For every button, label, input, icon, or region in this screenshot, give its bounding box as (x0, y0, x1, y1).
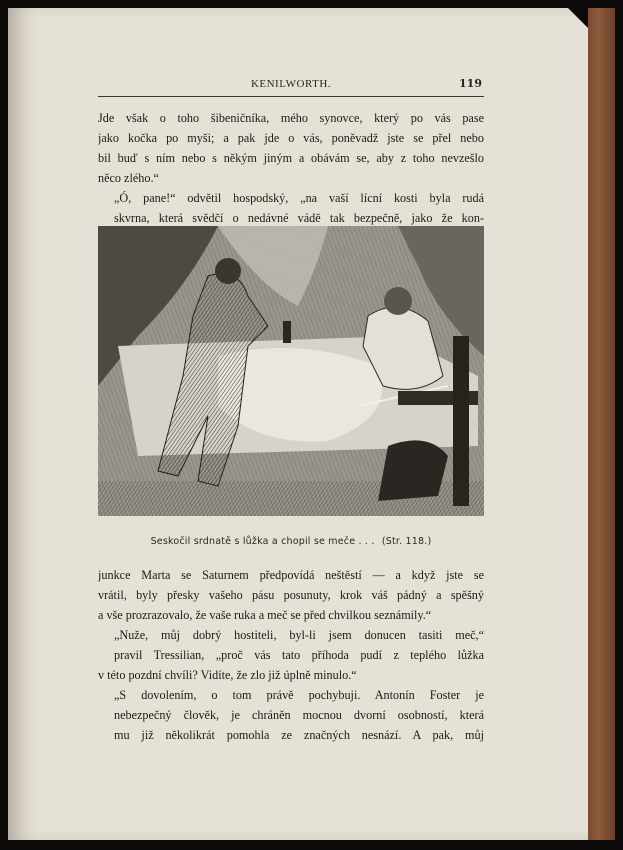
text-line: v této pozdní chvíli? Vidíte, že zlo již úplně minulo.“ (98, 668, 357, 682)
paragraph (98, 625, 484, 665)
text-block-bottom (98, 565, 484, 745)
cloak-on-floor (378, 440, 448, 501)
page-number: 119 (459, 77, 482, 90)
text-line: jako kočka po myši; a pak jde o vás, poněvadž jste se přel nebo (98, 131, 484, 145)
paragraph (98, 108, 484, 168)
text-line: vrátil, byly přesky vašeho pásu posunuty, krok váš pádný a spěšný (98, 588, 484, 602)
running-header (98, 78, 484, 97)
figure-caption (98, 536, 484, 547)
caption-text: Seskočil srdnatě s lůžka a chopil se meče . . . (150, 536, 375, 547)
paragraph (98, 605, 484, 625)
text-line: skvrna, která svědčí o nedávné vádě tak bezpečně, jako že kon- (114, 211, 484, 225)
text-line: nebezpečný člověk, je chráněn mocnou dvorní osobností, která (114, 708, 484, 722)
paragraph (98, 685, 484, 745)
text-line: „S dovolením, o tom právě pochybuji. Antonín Foster je (114, 688, 484, 702)
paragraph (98, 565, 484, 605)
page-corner (568, 8, 588, 28)
text-line: mu již několikrát pomohla ze značných nesnází. A pak, můj (114, 728, 484, 742)
chair-post (453, 336, 469, 506)
standing-figure-head (215, 258, 241, 284)
caption-page-ref: (Str. 118.) (381, 536, 432, 547)
candle (283, 321, 291, 343)
seated-figure-head (384, 287, 412, 315)
text-block-top (98, 108, 484, 228)
paragraph (98, 188, 484, 228)
running-title: KENILWORTH. (250, 78, 332, 90)
paragraph (98, 665, 484, 685)
engraving-drawing (98, 226, 484, 516)
book-cover-edge (588, 8, 615, 840)
paragraph (98, 168, 484, 188)
text-line: něco zlého.“ (98, 171, 159, 185)
text-line: Jde však o toho šibeničníka, mého synovce, který po vás pase (98, 111, 484, 125)
text-line: a vše prozrazovalo, že vaše ruka a meč se před chvilkou seznámily.“ (98, 608, 432, 622)
engraving-illustration (98, 226, 484, 516)
text-line: bil buď s ním nebo s někým jiným a obávám se, aby z toho nevzešlo (98, 151, 484, 165)
text-line: „Ó, pane!“ odvětil hospodský, „na vaší lícní kosti byla rudá (114, 191, 484, 205)
text-line: pravil Tressilian, „proč vás tato příhoda pudí z teplého lůžka (114, 648, 484, 662)
text-line: junkce Marta se Saturnem předpovídá neštěstí — a když jste se (98, 568, 484, 582)
text-line: „Nuže, můj dobrý hostiteli, byl-li jsem donucen tasiti meč,“ (114, 628, 484, 642)
